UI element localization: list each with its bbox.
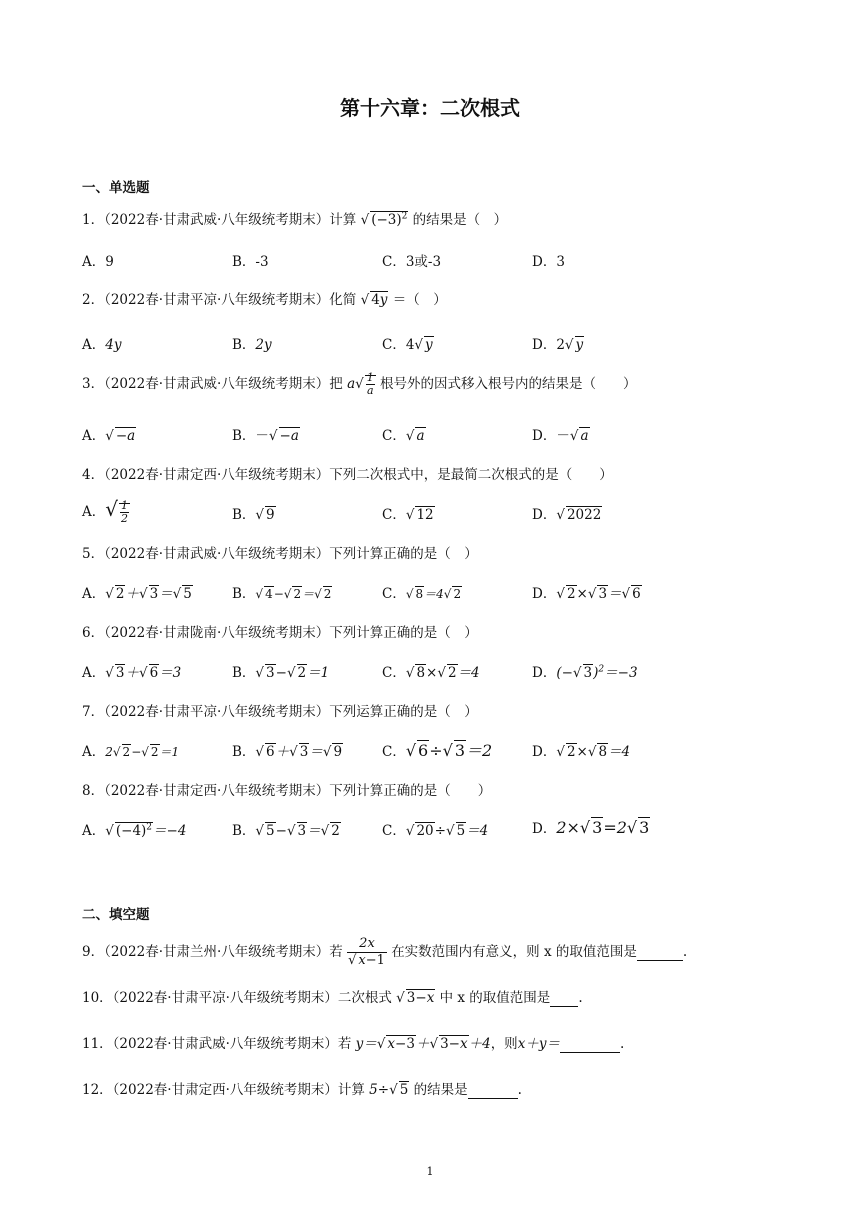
question-3-expression: a√ $\frac{1}{a}$ (347, 371, 374, 397)
question-8-option-b[interactable]: B．√ 5−√ 3＝√ 2 (232, 823, 340, 839)
question-7-option-c[interactable]: C．√ 6÷√ 3＝2 (382, 741, 493, 760)
question-7: 7．（2022春·甘肃平凉·八年级统考期末）下列运算正确的是（ ） (82, 704, 478, 720)
question-7-option-d[interactable]: D．√ 2×√ 8＝4 (532, 744, 631, 760)
question-4-option-b[interactable]: B．√ 9 (232, 507, 275, 523)
question-1-option-b[interactable]: B．-3 (232, 254, 269, 270)
question-9-condition: 在实数范围内有意义，则 x 的取值范围是 (391, 944, 637, 960)
question-1 (82, 208, 507, 228)
question-2-option-b[interactable]: B．2y (232, 337, 272, 353)
question-11: 11．（2022春·甘肃武威·八年级统考期末）若 y＝√ x−3＋√ 3−x＋4，则x＋y＝ . (82, 1036, 625, 1052)
question-1-option-c[interactable]: C．3或-3 (382, 254, 442, 270)
question-1-option-d[interactable]: D．3 (532, 254, 565, 270)
section-heading-single-choice: 一、单选题 (82, 180, 150, 196)
question-6-option-c[interactable]: C．√ 8×√ 2＝4 (382, 665, 480, 681)
question-3-tail: 根号外的因式移入根号内的结果是（ ） (380, 376, 637, 392)
question-3-option-c[interactable]: C．√ a (382, 428, 425, 444)
question-11-expression: y＝√ x−3＋√ 3−x＋4 (355, 1036, 491, 1052)
question-7-option-b[interactable]: B．√ 6＋√ 3＝√ 9 (232, 744, 343, 760)
question-2-option-d[interactable]: D．2√ y (532, 337, 584, 353)
question-10-expression: √ 3−x (396, 990, 435, 1006)
question-12-text: 12．（2022春·甘肃定西·八年级统考期末）计算 (82, 1082, 365, 1098)
question-5-option-a[interactable]: A．√ 2＋√ 3＝√ 5 (82, 586, 192, 602)
question-10: 10．（2022春·甘肃平凉·八年级统考期末）二次根式 √ 3−x 中 x 的取值范围是 . (82, 990, 583, 1006)
question-1-text: 1．（2022春·甘肃武威·八年级统考期末）计算 (82, 212, 357, 228)
question-8-option-a[interactable]: A．√ $(-4)^2=-4$ (82, 822, 187, 839)
question-2-text: 2．（2022春·甘肃平凉·八年级统考期末）化简 (82, 292, 357, 308)
question-11-condition: ，则 (490, 1036, 518, 1052)
question-5-option-d[interactable]: D．√ 2×√ 3＝√ 6 (532, 586, 641, 602)
question-4-option-a[interactable]: A．√ $\frac{1}{2}$ (82, 497, 128, 525)
question-12: 12．（2022春·甘肃定西·八年级统考期末）计算 5÷√ 5 的结果是 . (82, 1082, 522, 1098)
page-title: 第十六章：二次根式 (340, 96, 520, 120)
question-2-expression: √ 4y (360, 292, 388, 308)
question-7-option-a[interactable]: A．2√ 2−√ 2＝1 (82, 744, 180, 760)
question-6-option-b[interactable]: B．√ 3−√ 2＝1 (232, 665, 330, 681)
question-5-option-b[interactable]: B．√ 4−√ 2＝√ 2 (232, 586, 332, 602)
question-3 (82, 372, 637, 397)
question-1-tail: 的结果是（ ） (412, 212, 508, 228)
page-number: 1 (426, 1165, 434, 1178)
question-6: 6．（2022春·甘肃陇南·八年级统考期末）下列计算正确的是（ ） (82, 625, 478, 641)
question-5-option-c[interactable]: C．√ 8＝4√ 2 (382, 586, 462, 602)
question-1-expression: √ $(-3)^2$ (360, 211, 408, 228)
question-5: 5．（2022春·甘肃武威·八年级统考期末）下列计算正确的是（ ） (82, 546, 478, 562)
question-3-option-d[interactable]: D．－√ a (532, 428, 589, 444)
question-1-option-a[interactable]: A．9 (82, 254, 114, 270)
question-12-expression: 5÷√ 5 (369, 1082, 409, 1098)
question-10-condition: 中 x 的取值范围是 (439, 990, 551, 1006)
answer-blank-9[interactable] (637, 944, 683, 961)
question-9-text: 9．（2022春·甘肃兰州·八年级统考期末）若 (82, 944, 343, 960)
question-3-text: 3．（2022春·甘肃武威·八年级统考期末）把 (82, 376, 343, 392)
question-9-expression: $\frac{2x}{√ x-1}$ (348, 936, 385, 968)
question-8-option-d[interactable]: D．2×√ 3=2√ 3 (532, 818, 650, 837)
question-8-option-c[interactable]: C．√ 20÷√ 5＝4 (382, 823, 489, 839)
question-4-option-d[interactable]: D．√ 2022 (532, 507, 602, 523)
answer-blank-10[interactable] (550, 990, 578, 1007)
question-6-option-a[interactable]: A．√ 3＋√ 6＝3 (82, 665, 182, 681)
question-3-option-a[interactable]: A．√ −a (82, 428, 136, 444)
answer-blank-11[interactable] (560, 1036, 620, 1053)
question-2-option-a[interactable]: A．4y (82, 337, 122, 353)
question-3-option-b[interactable]: B．－√ −a (232, 428, 299, 444)
question-2 (82, 288, 447, 308)
question-4-option-c[interactable]: C．√ 12 (382, 507, 434, 523)
question-2-tail: ＝（ ） (392, 292, 447, 308)
question-12-condition: 的结果是 (413, 1082, 468, 1098)
question-6-option-d[interactable]: D．(−√ 3)$^2$＝−3 (532, 664, 638, 681)
section-heading-fill-in: 二、填空题 (82, 907, 150, 923)
question-9: 9．（2022春·甘肃兰州·八年级统考期末）若 $\frac{2x}{√ x-1}$ 在实数范围内有意义，则 x 的取值范围是 . (82, 936, 688, 968)
answer-blank-12[interactable] (468, 1082, 518, 1099)
question-4: 4．（2022春·甘肃定西·八年级统考期末）下列二次根式中，是最简二次根式的是（ ） (82, 467, 613, 483)
question-11-text: 11．（2022春·甘肃武威·八年级统考期末）若 (82, 1036, 352, 1052)
question-8: 8．（2022春·甘肃定西·八年级统考期末）下列计算正确的是（ ） (82, 783, 492, 799)
question-10-text: 10．（2022春·甘肃平凉·八年级统考期末）二次根式 (82, 990, 392, 1006)
question-2-option-c[interactable]: C．4√ y (382, 337, 433, 353)
